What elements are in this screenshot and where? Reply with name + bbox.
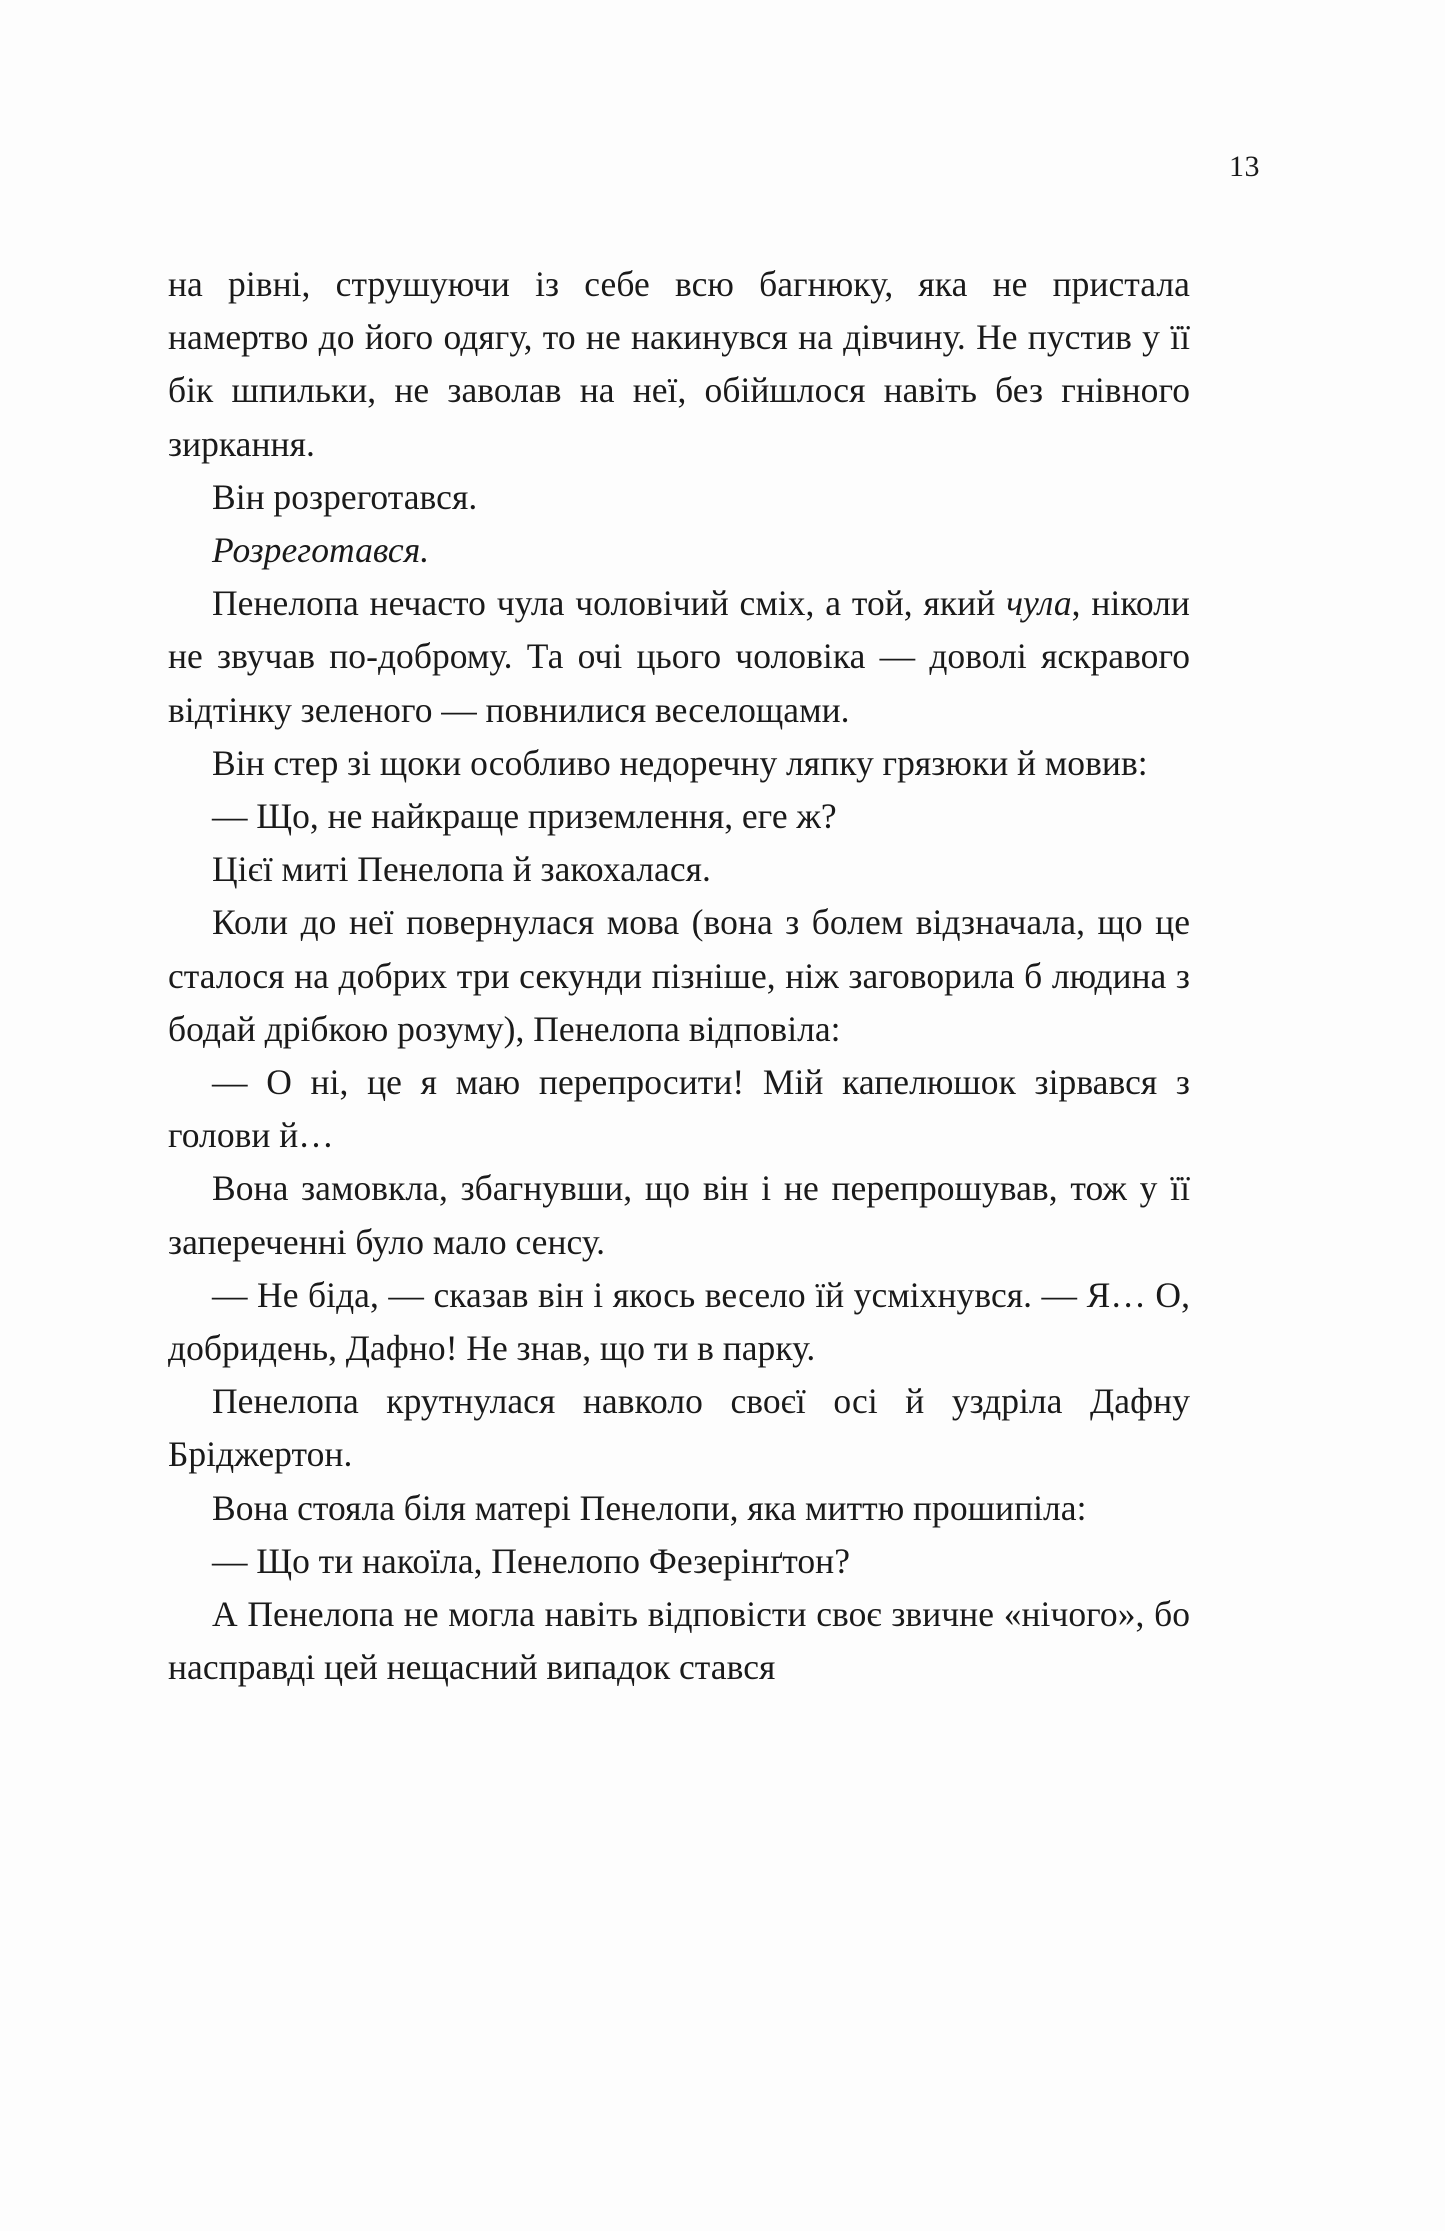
- paragraph: [168, 1482, 1190, 1535]
- paragraph: [168, 843, 1190, 896]
- paragraph: [168, 896, 1190, 1056]
- emphasis-text: чула: [1006, 583, 1072, 624]
- body-text-block: [168, 258, 1190, 1694]
- paragraph: [168, 1535, 1190, 1588]
- paragraph: [168, 1162, 1190, 1268]
- paragraph: [168, 790, 1190, 843]
- paragraph: [168, 577, 1190, 737]
- paragraph: [168, 471, 1190, 524]
- text-run: Пенелопа нечасто чула чоловічий сміх, а той, який: [212, 583, 1007, 624]
- emphasis-text: Розреготався.: [212, 530, 430, 571]
- text-run: А Пенелопа не могла навіть відповісти своє звичне «нічого», бо насправді цей нещасний випадок стався: [168, 1594, 1190, 1688]
- paragraph: [168, 737, 1190, 790]
- paragraph: [168, 1375, 1190, 1481]
- text-run: Цієї миті Пенелопа й закохалася.: [212, 849, 711, 890]
- paragraph: [168, 1056, 1190, 1162]
- text-run: Вона стояла біля матері Пенелопи, яка миттю прошипіла:: [212, 1487, 1087, 1528]
- running-head: [168, 152, 1260, 198]
- paragraph: [168, 258, 1190, 471]
- text-run: на рівні, струшуючи із себе всю багнюку, яка не пристала намертво до його одягу, то не накинувся на дівчину. Не пустив у її бік шпильки, не заволав на неї, обійшлося навіть без гнівного зиркання.: [168, 264, 1190, 464]
- text-run: Він розреготався.: [212, 476, 478, 517]
- text-run: — Що ти накоїла, Пенелопо Фезерінґтон?: [212, 1540, 851, 1581]
- text-run: Коли до неї повернулася мова (вона з болем відзначала, що це сталося на добрих три секунди пізніше, ніж заговорила б людина з бодай дрібкою розуму), Пенелопа відповіла:: [168, 902, 1190, 1049]
- paragraph: [168, 524, 1190, 577]
- text-run: , ніколи не звучав по-доброму. Та очі цього чоловіка — доволі яскравого відтінку зеленого — повнилися веселощами.: [168, 583, 1190, 730]
- paragraph: [168, 1269, 1190, 1375]
- text-run: Пенелопа крутнулася навколо своєї осі й уздріла Дафну Бріджертон.: [168, 1381, 1190, 1475]
- page-number: 13: [1229, 150, 1260, 183]
- text-run: — Що, не найкраще приземлення, еге ж?: [212, 796, 837, 837]
- paragraph: [168, 1588, 1190, 1694]
- text-run: Вона замовкла, збагнувши, що він і не перепрошував, тож у її запереченні було мало сенсу.: [168, 1168, 1190, 1262]
- text-run: Він стер зі щоки особливо недоречну ляпку грязюки й мовив:: [212, 742, 1148, 783]
- text-run: — О ні, це я маю перепросити! Мій капелюшок зірвався з голови й…: [168, 1062, 1190, 1156]
- text-run: — Не біда, — сказав він і якось весело їй усміхнувся. — Я… О, добридень, Дафно! Не знав, що ти в парку.: [168, 1274, 1190, 1369]
